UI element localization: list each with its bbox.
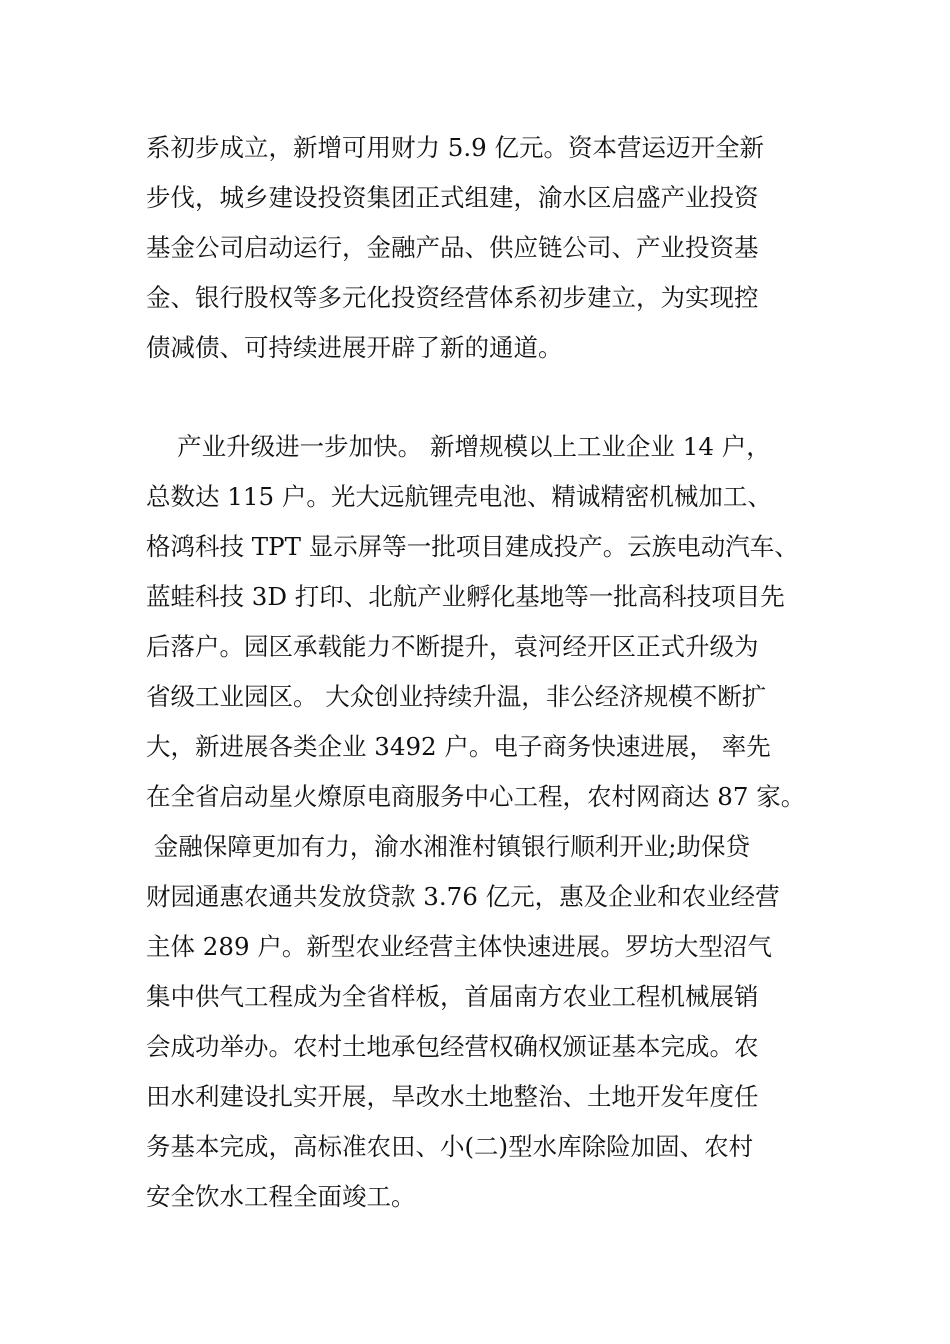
text-line: 步伐，城乡建设投资集团正式组建，渝水区启盛产业投资 [146, 183, 759, 212]
text-line: 财园通惠农通共发放贷款 3.76 亿元，惠及企业和农业经营 [146, 882, 780, 911]
text-line: 省级工业园区。 大众创业持续升温，非公经济规模不断扩 [146, 682, 767, 711]
text-line: 在全省启动星火燎原电商服务中心工程，农村网商达 87 家。 [146, 782, 806, 811]
text-line: 产业升级进一步加快。 新增规模以上工业企业 14 户， [146, 432, 771, 461]
text-line: 会成功举办。农村土地承包经营权确权颁证基本完成。农 [146, 1032, 759, 1061]
text-line: 务基本完成，高标准农田、小(二)型水库除险加固、农村 [146, 1132, 754, 1161]
text-line: 集中供气工程成为全省样板，首届南方农业工程机械展销 [146, 982, 759, 1011]
text-line: 安全饮水工程全面竣工。 [146, 1182, 416, 1211]
text-line: 主体 289 户。新型农业经营主体快速进展。罗坊大型沼气 [146, 932, 772, 961]
text-line: 大，新进展各类企业 3492 户。电子商务快速进展， 率先 [146, 732, 771, 761]
text-line: 金融保障更加有力，渝水湘淮村镇银行顺利开业;助保贷 [146, 832, 751, 861]
text-line: 蓝蛙科技 3D 打印、北航产业孵化基地等一批高科技项目先 [146, 582, 785, 611]
text-line: 金、银行股权等多元化投资经营体系初步建立，为实现控 [146, 283, 759, 312]
text-line: 格鸿科技 TPT 显示屏等一批项目建成投产。云族电动汽车、 [146, 532, 799, 561]
text-line: 后落户。园区承载能力不断提升，袁河经开区正式升级为 [146, 632, 759, 661]
text-line: 系初步成立，新增可用财力 5.9 亿元。资本营运迈开全新 [146, 133, 765, 162]
text-line: 债减债、可持续进展开辟了新的通道。 [146, 333, 563, 362]
text-line: 总数达 115 户。光大远航锂壳电池、精诚精密机械加工、 [146, 482, 772, 511]
text-line: 田水利建设扎实开展，旱改水土地整治、土地开发年度任 [146, 1082, 759, 1111]
text-line: 基金公司启动运行，金融产品、供应链公司、产业投资基 [146, 233, 759, 262]
